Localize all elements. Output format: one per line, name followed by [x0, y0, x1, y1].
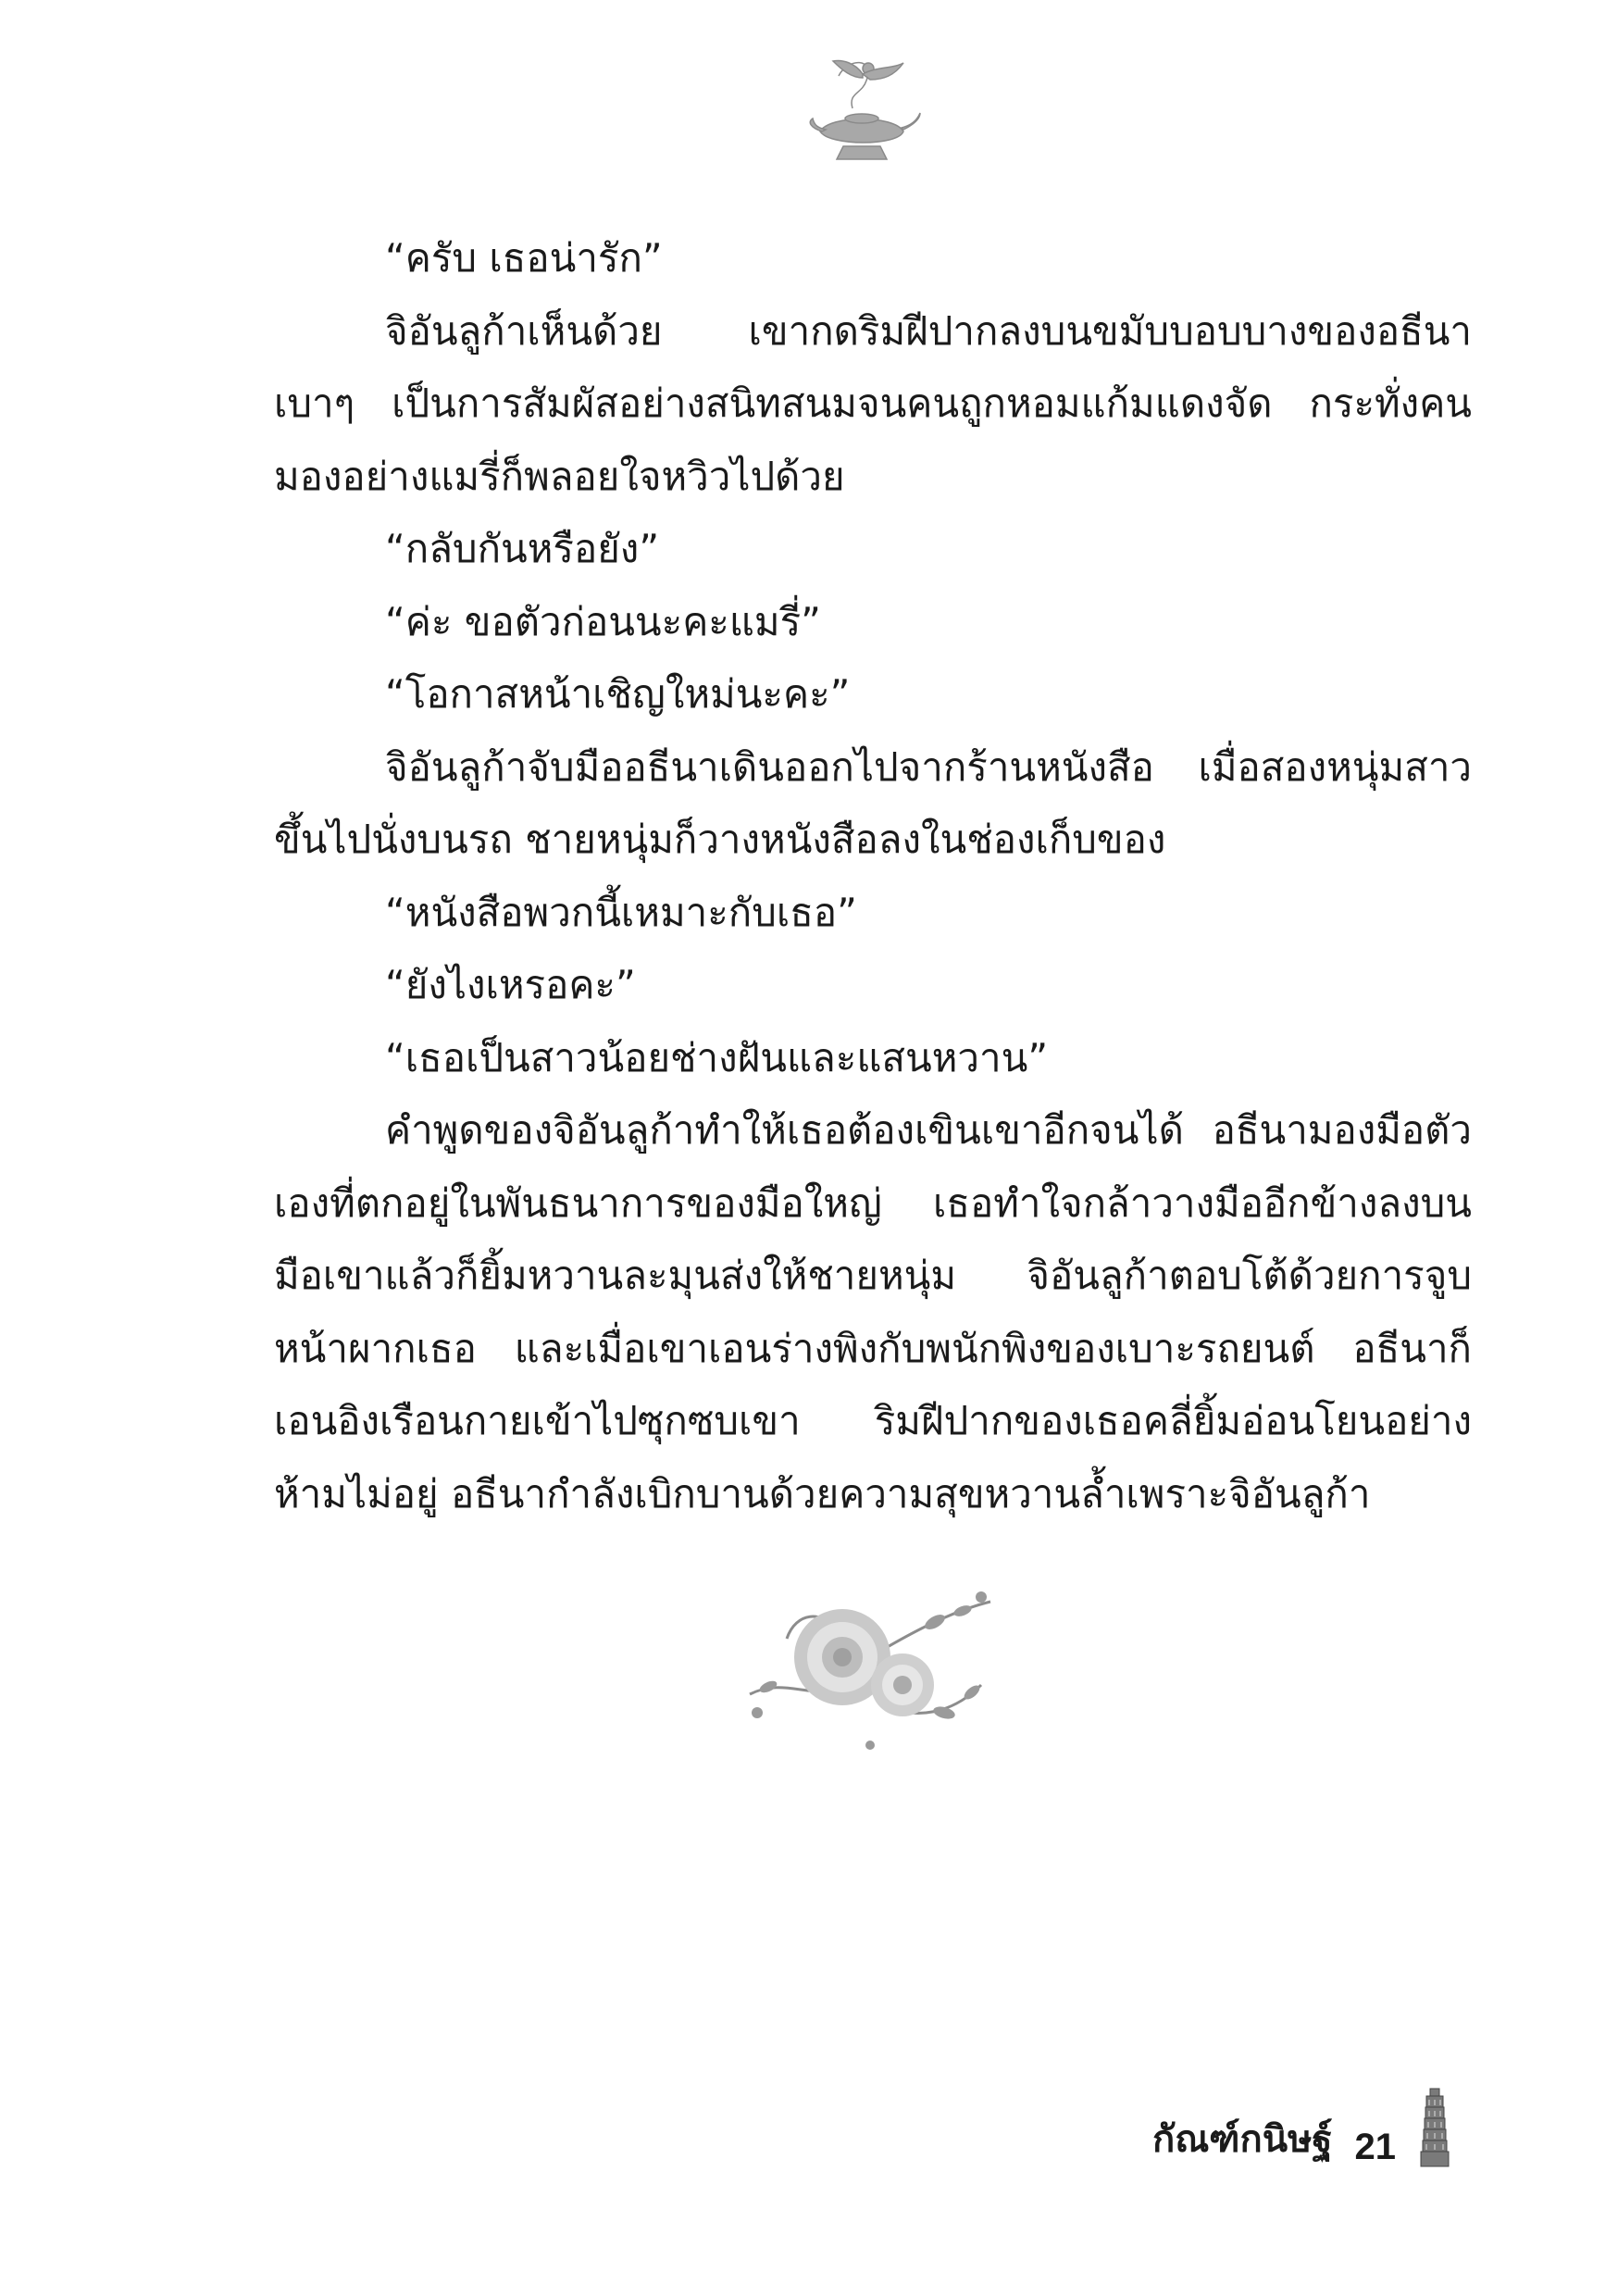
rose-bouquet-icon [731, 1574, 1000, 1759]
paragraph: จิอันลูก้าจับมืออธีนาเดินออกไปจากร้านหนังสือ เมื่อสองหนุ่มสาวขึ้นไปนั่งบนรถ ชายหนุ่มก็วางหนังสือลงในช่องเก็บของ [274, 743, 1472, 862]
paragraph: คำพูดของจิอันลูก้าทำให้เธอต้องเขินเขาอีกจนได้ อธีนามองมือตัวเองที่ตกอยู่ในพันธนาการของมือใหญ่ เธอทำใจกล้าวางมืออีกข้างลงบนมือเขาแล้วก็ยิ้มหวานละมุนส่งให้ชายหนุ่ม จิอันลูก้าตอบโต้ด้วยการจูบหน้าผากเธอ และเมื่อเขาเอนร่างพิงกับพนักพิงของเบาะรถยนต์ อธีนาก็เอนอิงเรือนกายเข้าไปซุกซบเขา ริมฝีปากของเธอคลี่ยิ้มอ่อนโยนอย่างห้ามไม่อยู่ อธีนากำลังเบิกบานด้วยความสุขหวานล้ำเพราะจิอันลูก้า [274, 1107, 1472, 1516]
body-text [274, 222, 1472, 1530]
paragraph: “โอกาสหน้าเชิญใหม่นะคะ” [385, 671, 851, 717]
paragraph: “ยังไงเหรอคะ” [385, 962, 636, 1007]
paragraph: “ค่ะ ขอตัวก่อนนะคะแมรี่” [385, 598, 821, 644]
paragraph: “ครับ เธอน่ารัก” [385, 235, 663, 281]
page-footer [1152, 2094, 1451, 2168]
paragraph: จิอันลูก้าเห็นด้วย เขากดริมฝีปากลงบนขมับบอบบางของอธีนาเบาๆ เป็นการสัมผัสอย่างสนิทสนมจนคนถูกหอมแก้มแดงจัด กระทั่งคนมองอย่างแมรี่ก็พลอยใจหวิวไปด้วย [274, 307, 1472, 499]
genie-lamp-icon [802, 57, 922, 168]
paragraph: “เธอเป็นสาวน้อยช่างฝันและแสนหวาน” [385, 1034, 1049, 1080]
page-number: 21 [1354, 2127, 1396, 2167]
book-title: กัณฑ์กนิษฐ์ [1151, 2118, 1333, 2161]
leaning-tower-icon [1418, 2087, 1451, 2168]
paragraph: “กลับกันหรือยัง” [385, 526, 660, 571]
paragraph: “หนังสือพวกนี้เหมาะกับเธอ” [385, 889, 857, 935]
